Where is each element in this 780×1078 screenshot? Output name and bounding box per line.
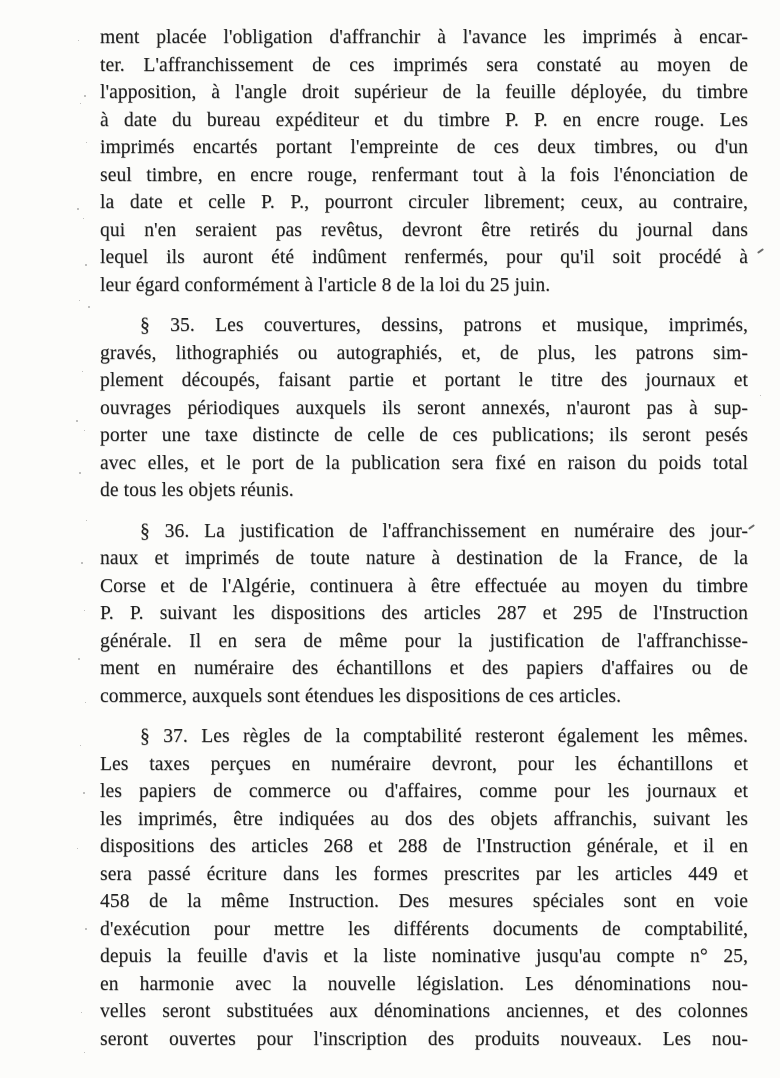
scan-speck — [84, 430, 85, 431]
scan-speck — [79, 300, 80, 301]
scan-speck — [77, 208, 79, 210]
scan-speck — [560, 702, 561, 703]
text-line: P. P. suivant les dispositions des articles 287 et 295 de l'Instruction — [100, 603, 748, 624]
scan-speck — [85, 702, 86, 703]
scan-stray-mark — [748, 524, 755, 530]
paragraph-section-37 — [100, 723, 748, 1053]
text-line: gravés, lithographiés ou autographiés, et, de plus, les patrons sim- — [100, 342, 748, 364]
scan-speck — [760, 395, 761, 396]
scan-speck — [82, 371, 83, 372]
scan-speck — [745, 962, 746, 963]
text-line: de tous les objets réunis. — [100, 480, 294, 501]
text-line: imprimés encartés portant l'empreinte de ces deux timbres, ou d'un — [100, 137, 748, 158]
text-line: seul timbre, en encre rouge, renfermant tout à la fois l'énonciation de — [100, 164, 748, 186]
text-line: Corse et de l'Algérie, continuera à être effectuée au moyen du timbre — [100, 575, 748, 597]
text-line: les imprimés, être indiquées au dos des objets affranchis, suivant les — [100, 808, 748, 830]
scan-speck — [86, 520, 87, 521]
scan-speck — [83, 218, 84, 219]
text-line: sera passé écriture dans les formes prescrites par les articles 449 et — [100, 863, 748, 885]
scan-speck — [84, 1052, 85, 1053]
scan-speck — [84, 610, 85, 611]
text-line: lequel ils auront été indûment renfermés, pour qu'il soit procédé à — [100, 247, 748, 268]
scan-speck — [83, 792, 85, 794]
text-line: plement découpés, faisant partie et portant le titre des journaux et — [100, 370, 748, 391]
scan-speck — [76, 420, 78, 422]
text-line: ment placée l'obligation d'affranchir à l'avance les imprimés à encar- — [100, 27, 748, 48]
text-line: à date du bureau expéditeur et du timbre P. P. en encre rouge. Les — [100, 109, 748, 131]
text-line: ment en numéraire des échantillons et des papiers d'affaires ou de — [100, 658, 748, 679]
text-line: ouvrages périodiques auxquels ils seront annexés, n'auront pas à sup- — [100, 397, 748, 419]
scan-speck — [78, 40, 79, 41]
text-line: ter. L'affranchissement de ces imprimés sera constaté au moyen de — [100, 54, 748, 76]
scan-speck — [85, 264, 87, 266]
text-line: dispositions des articles 268 et 288 de l'Instruction générale, et il en — [100, 836, 748, 857]
text-line: seront ouvertes pour l'inscription des produits nouveaux. Les nou- — [100, 1028, 748, 1050]
text-line: générale. Il en sera de même pour la justification de l'affranchisse- — [100, 630, 748, 652]
scan-speck — [84, 95, 86, 97]
text-line: § 37. Les règles de la comptabilité resteront également les mêmes. — [140, 726, 748, 747]
text-column — [100, 24, 748, 1053]
text-line: en harmonie avec la nouvelle législation. Les dénominations nou- — [100, 973, 748, 995]
text-line: leur égard conformément à l'article 8 de la loi du 25 juin. — [100, 274, 551, 296]
text-line: commerce, auxquels sont étendues les dispositions de ces articles. — [100, 685, 622, 707]
text-line: la date et celle P. P., pourront circuler librement; ceux, au contraire, — [100, 192, 748, 213]
scan-speck — [81, 1012, 82, 1013]
text-line: velles seront substituées aux dénominations anciennes, et des colonnes — [100, 1001, 748, 1022]
scan-speck — [79, 472, 81, 474]
paragraph-section-36 — [100, 518, 748, 711]
scan-speck — [88, 306, 90, 308]
scan-speck — [81, 562, 83, 564]
scan-speck — [86, 142, 87, 143]
scan-speck — [77, 848, 78, 849]
scan-speck — [78, 658, 80, 660]
scan-speck — [80, 103, 81, 104]
text-line: qui n'en seraient pas revêtus, devront être retirés du journal dans — [100, 219, 748, 241]
text-line: les papiers de commerce ou d'affaires, comme pour les journaux et — [100, 781, 748, 802]
text-line: naux et imprimés de toute nature à destination de la France, de la — [100, 548, 748, 569]
text-line: 458 de la même Instruction. Des mesures spéciales sont en voie — [100, 891, 748, 912]
paragraph-section-35 — [100, 312, 748, 505]
scan-speck — [737, 207, 738, 208]
text-line: l'apposition, à l'angle droit supérieur de la feuille déployée, du timbre — [100, 82, 748, 103]
text-line: § 35. Les couvertures, dessins, patrons et musique, imprimés, — [140, 315, 748, 336]
paragraph-continuation — [100, 24, 748, 299]
scan-speck — [80, 745, 81, 746]
scan-speck — [85, 928, 87, 930]
text-line: § 36. La justification de l'affranchissement en numéraire des jour- — [140, 520, 748, 542]
text-line: depuis la feuille d'avis et la liste nominative jusqu'au compte n° 25, — [100, 946, 748, 967]
text-line: Les taxes perçues en numéraire devront, pour les échantillons et — [100, 753, 748, 775]
scan-stray-mark — [757, 248, 764, 254]
text-line: d'exécution pour mettre les différents documents de comptabilité, — [100, 918, 748, 940]
text-line: avec elles, et le port de la publication sera fixé en raison du poids total — [100, 452, 748, 474]
text-line: porter une taxe distincte de celle de ces publications; ils seront pesés — [100, 425, 748, 446]
